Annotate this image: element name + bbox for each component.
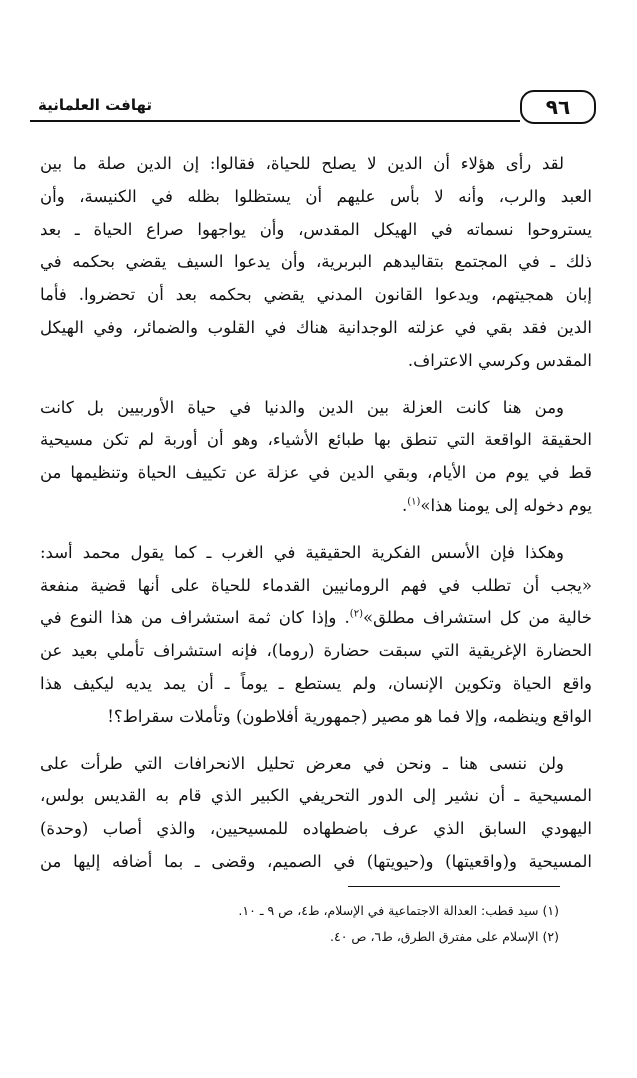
text-line: المقدس وكرسي الاعتراف. xyxy=(407,350,592,370)
text-line: لقد رأى هؤلاء أن الدين لا يصلح للحياة، فقالوا: إن الدين صلة ما بين xyxy=(40,154,564,173)
text-line: الواقع وينظمه، وإلا فما هو مصير (جمهورية أفلاطون) وتأملات سقراط؟! xyxy=(107,706,592,726)
paragraph-1 xyxy=(40,148,592,378)
text-line: «يجب أن تطلب في فهم الرومانيين القدماء للحياة على أنها قضية منفعة xyxy=(40,575,592,595)
paragraph-4 xyxy=(40,748,592,879)
text-fragment: . xyxy=(401,495,408,515)
header-rule xyxy=(30,120,520,122)
text-line: العبد والرب، وأنه لا بأس عليهم أن يستظلوا بظله في الكنيسة، وأن xyxy=(40,186,592,206)
footnote-2: (٢) الإسلام على مفترق الطرق، ط٦، ص ٤٠. xyxy=(330,929,559,944)
text-line: الحضارة الإغريقية التي سبقت حضارة (روما)، فإنه استشراف تأملي بعيد عن xyxy=(40,641,592,661)
text-line: المسيحية و(واقعيتها) و(حيويتها) في الصميم، وقضى ـ بما أضافه إليها من xyxy=(40,851,592,871)
text-line: الدين فقد بقي في عزلته الوجدانية هناك في القلوب والضمائر، وفي الهيكل xyxy=(40,317,592,337)
text-line: وهكذا فإن الأسس الفكرية الحقيقية في الغرب ـ كما يقول محمد أسد: xyxy=(40,542,564,562)
text-line: اليهودي السابق الذي عرف باضطهاده للمسيحيين، والذي أصاب (وحدة) xyxy=(40,819,592,839)
text-line: المسيحية ـ أن نشير إلى الدور التحريفي الكبير الذي قام به القديس بولس، xyxy=(40,786,592,806)
text-line: ومن هنا كانت العزلة بين الدين والدنيا في حياة الأوربيين بل كانت xyxy=(40,397,564,417)
body-text xyxy=(40,148,592,893)
text-line: ذلك ـ في المجتمع بتقاليدهم البربرية، وأن يدعوا السيف يقضي بحكمه في xyxy=(40,252,592,272)
text-line: ولن ننسى هنا ـ ونحن في معرض تحليل الانحرافات التي طرأت على xyxy=(40,753,564,773)
text-fragment: . وإذا كان ثمة استشراف من هذا النوع في xyxy=(40,608,350,628)
text-line: يستروحوا نسماته في الهيكل المقدس، وأن يواجهوا صراع الحياة ـ بعد xyxy=(40,219,592,239)
paragraph-2 xyxy=(40,392,592,523)
text-line xyxy=(40,490,592,523)
text-fragment: يوم دخوله إلى يومنا هذا» xyxy=(420,495,592,515)
text-line xyxy=(40,602,592,635)
footnote-1: (١) سيد قطب: العدالة الاجتماعية في الإسلام، ط٤، ص ٩ ـ ١٠. xyxy=(238,903,559,918)
text-line: الحقيقة الواقعة التي تنطق بها طبائع الأشياء، وهو أن أوربة لم تكن مسيحية xyxy=(40,430,592,450)
page-number: ٩٦ xyxy=(520,90,596,124)
footnote-ref-1[interactable]: (١) xyxy=(407,496,421,508)
running-header xyxy=(30,90,602,128)
footnotes xyxy=(79,898,559,950)
footnote-rule xyxy=(348,886,560,887)
text-line: قط في يوم من الأيام، وبقي الدين في عزلة عن تكييف الحياة وتنظيمها من xyxy=(40,463,592,483)
footnote-ref-2[interactable]: (٢) xyxy=(349,608,363,620)
book-title: تهافت العلمانية xyxy=(38,96,152,114)
paragraph-3 xyxy=(40,537,592,734)
text-fragment: خالية من كل استشراف مطلق» xyxy=(362,608,592,628)
text-line: واقع الحياة وتكوين الإنسان، ولم يستطع ـ يوماً ـ أن يمد يديه ليكيف هذا xyxy=(40,673,592,693)
text-line: إبان همجيتهم، ويدعوا القانون المدني يقضي بحكمه بعد أن تحضروا. فأما xyxy=(40,285,592,305)
